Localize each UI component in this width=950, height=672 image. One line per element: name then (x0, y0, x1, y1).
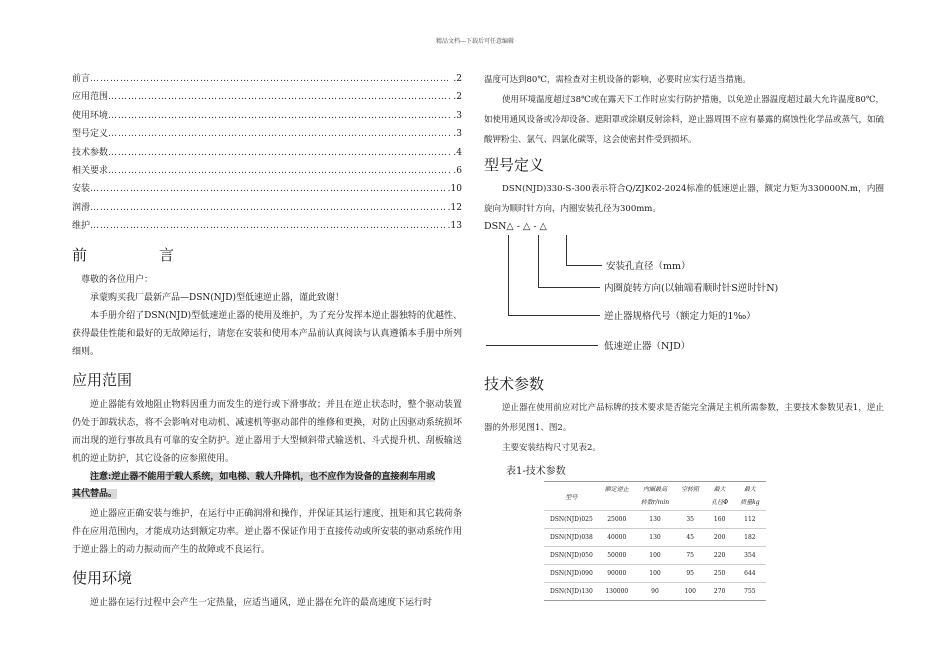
right-column (484, 70, 884, 601)
environment-paragraph-cont: 温度可达到80℃，需检查对主机设备的影响，必要时应实行适当措施。 (484, 75, 751, 85)
preface-paragraph: 承蒙购买我厂最新产品—DSN(NJD)型低速逆止器，谨此致谢！ (90, 292, 344, 303)
left-column (72, 70, 462, 612)
col-header: 转数r/min (640, 499, 670, 506)
table-of-contents (72, 70, 462, 236)
toc-item[interactable]: 润滑 ………………………………………………………………………………………………………………………………………………………………………………………………………… .12 (72, 199, 462, 217)
toc-item[interactable]: 应用范围 ………………………………………………………………………………………………………………………………………………………………………………………………………… .2 (72, 88, 462, 106)
model-paragraph: DSN(NJD)330-S-300表示符合Q/ZJK02-2024标准的低速逆止器，额定力矩为330000N.m，内圈旋向为顺时针方向，内圈安装孔径为300mm。 (484, 184, 884, 214)
toc-item[interactable]: 维护 ………………………………………………………………………………………………………………………………………………………………………………………………………… .13 (72, 217, 462, 235)
model-code: DSN△ - △ - △ (484, 221, 547, 232)
col-header: 型号 (544, 482, 599, 511)
label-bore-diameter: 安装孔直径（mm） (606, 261, 691, 272)
col-header: 质量kg (740, 499, 760, 506)
environment-paragraph: 使用环境温度超过38℃或在露天下工作时应实行防护措施，以免逆止器温度超过最大允许温度80℃，如使用通风设备或冷却设备、遮阳罩或涂刷反射涂料，逆止器周围不应有暴露的腐蚀性化学品或蒸气，如硫酸钾粉尘、氯气、四氯化碳等，这会使密封件受到损坏。 (484, 95, 884, 145)
col-header: 空转阻 (675, 482, 705, 496)
toc-item[interactable]: 相关要求 ………………………………………………………………………………………………………………………………………………………………………………………………………… .6 (72, 162, 462, 180)
tech-paragraph: 主要安装结构尺寸见表2。 (502, 443, 601, 453)
preface-paragraph: 本手册介绍了DSN(NJD)型低速逆止器的使用及维护，为了充分发挥本逆止器独特的优越性、获得最佳性能和最好的无故障运行，请您在安装和使用本产品前认真阅读与认真遵循本手册中所列细则。 (72, 310, 462, 357)
label-spec-code: 逆止器规格代号（额定力矩的1‰） (604, 311, 756, 322)
col-header: 内圈最高 (635, 482, 675, 496)
table-row: DSN(NJD)050 50000 100 75 220 354 (544, 547, 766, 565)
model-heading: 型号定义 (484, 156, 545, 174)
table-caption: 表1-技术参数 (506, 466, 566, 477)
col-header: 最大 (705, 482, 734, 496)
label-low-speed: 低速逆止器（NJD） (604, 341, 691, 352)
scope-paragraph: 逆止器应正确安装与维护，在运行中正确润滑和操作，并保证其运行速度、扭矩和其它载荷条件在应用范围内，才能成功达到额定功率。逆止器不保证作用于直接传动或所安装的驱动系统作用于逆止器上的动力振动而产生的故障或不良运行。 (72, 508, 462, 555)
label-rotation-direction: 内圈旋转方向(以轴端看顺时针S逆时针N) (604, 283, 779, 294)
scope-paragraph: 逆止器能有效地阻止物料因重力而发生的逆行或下滑事故；并且在逆止状态时，整个驱动装置仍处于卸载状态，将不会影响对电动机、减速机等驱动部件的维修和更换，对防止因驱动系统损坏而出现的逆行事故具有可靠的安全防护。逆止器用于大型倾斜带式输送机、斗式提升机、刮板输送机的逆止防护，其它设备的应参照使用。 (72, 399, 462, 464)
col-header: 最大 (734, 482, 765, 496)
environment-paragraph: 逆止器在运行过程中会产生一定热量，应适当通风，逆止器在允许的最高速度下运行时 (90, 597, 433, 608)
toc-item[interactable]: 前言 ………………………………………………………………………………………………………………………………………………………………………………………………………… .2 (72, 70, 462, 88)
toc-item[interactable]: 技术参数 ………………………………………………………………………………………………………………………………………………………………………………………………………… .4 (72, 144, 462, 162)
toc-item[interactable]: 使用环境 ………………………………………………………………………………………………………………………………………………………………………………………………………… .3 (72, 107, 462, 125)
environment-heading: 使用环境 (72, 568, 133, 587)
preface-heading: 前 言 (72, 245, 175, 264)
scope-heading: 应用范围 (72, 370, 133, 389)
table-row: DSN(NJD)130 130000 90 100 270 755 (544, 583, 766, 601)
header-note: 精品文档---下载后可任意编辑 (435, 38, 515, 45)
table-row: DSN(NJD)025 25000 130 35 160 112 (544, 511, 766, 529)
toc-item[interactable]: 安装 ………………………………………………………………………………………………………………………………………………………………………………………………………… .10 (72, 180, 462, 198)
table-row: DSN(NJD)038 40000 130 45 200 182 (544, 529, 766, 547)
col-header: 额定逆止 (599, 482, 635, 496)
tech-params-table (544, 481, 766, 601)
tech-paragraph: 逆止器在使用前应对比产品标牌的技术要求是否能完全满足主机所需参数，主要技术参数见表1，逆止器的外形见图1、图2。 (484, 403, 884, 433)
warning-note: 注意:逆止器不能用于载人系统，如电梯、载人升降机，也不应作为设备的直接刹车用或 其代替品。 (72, 471, 436, 499)
model-code-diagram (484, 219, 884, 369)
toc-item[interactable]: 型号定义 ………………………………………………………………………………………………………………………………………………………………………………………………………… .3 (72, 125, 462, 143)
table-row: DSN(NJD)090 90000 100 95 250 644 (544, 565, 766, 583)
tech-heading: 技术参数 (484, 375, 545, 393)
greeting: 尊敬的各位用户： (81, 274, 154, 285)
col-header: 孔径Φ (711, 499, 729, 506)
